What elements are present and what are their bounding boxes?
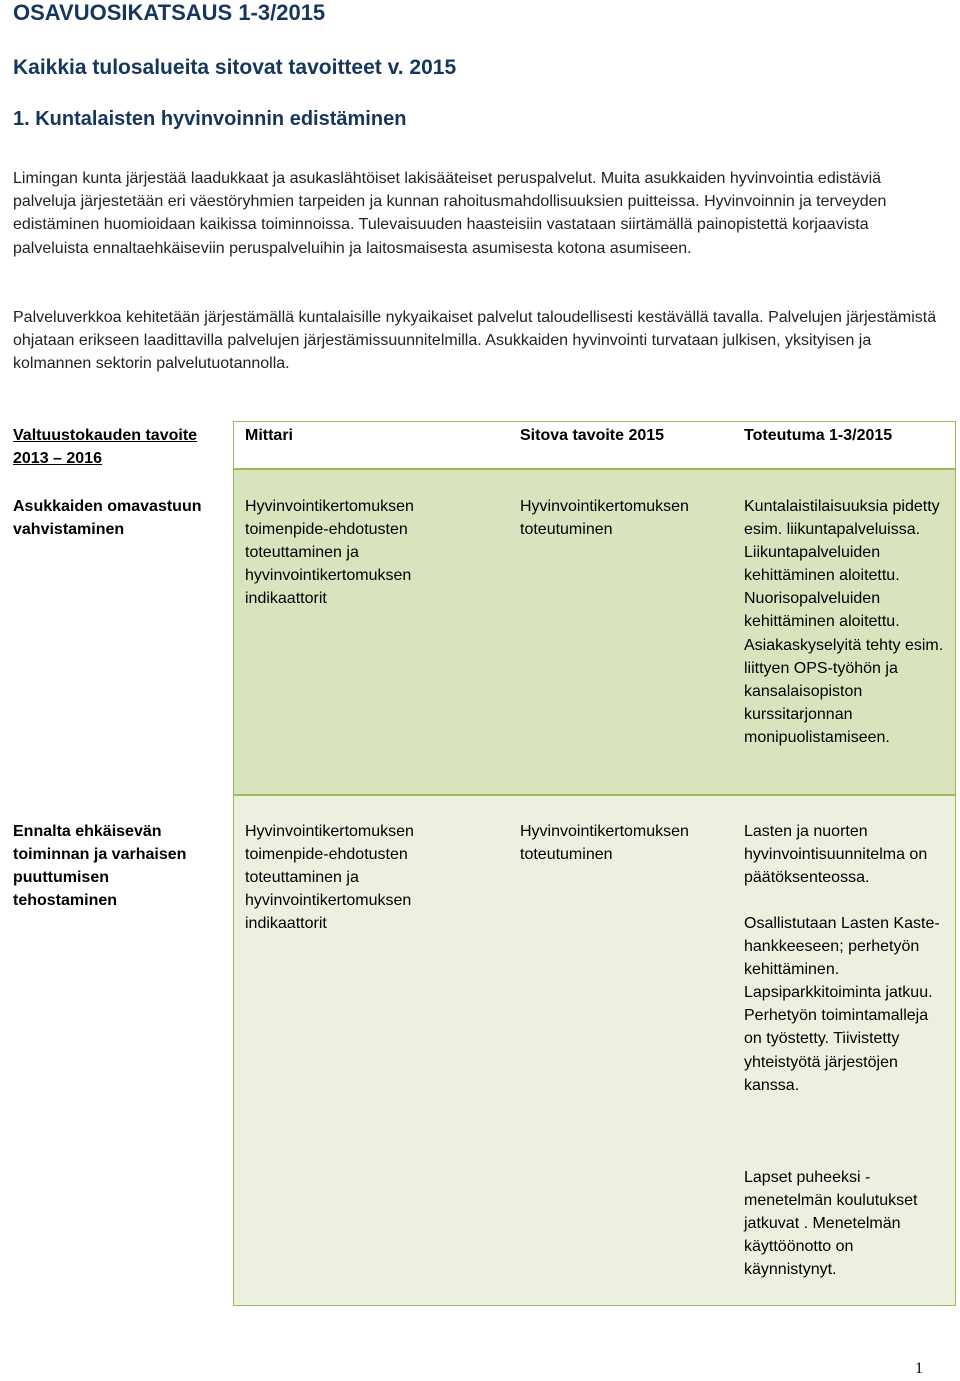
row1-mittari: Hyvinvointikertomuksen toimenpide-ehdotusten toteuttaminen ja hyvinvointikertomuksen indikaattorit: [245, 498, 414, 608]
header-goal-label: [13, 424, 228, 470]
row1-toteutuma: Kuntalaistilaisuuksia pidetty esim. liikuntapalveluissa. Liikuntapalveluiden kehittäminen aloitettu. Nuorisopalveluiden kehittäminen aloitettu. Asiakaskyselyitä tehty esim. liittyen OPS-työhön ja kansalaisopiston kurssitarjonnan monipuolistamiseen.: [744, 498, 944, 746]
row1-goal: Asukkaiden omavastuun vahvistaminen: [13, 498, 202, 538]
header-goal-line1: Valtuustokauden tavoite: [13, 427, 198, 444]
row2-mittari: Hyvinvointikertomuksen toimenpide-ehdotusten toteuttaminen ja hyvinvointikertomuksen indikaattorit: [245, 823, 414, 933]
header-goal-line2: 2013 – 2016: [13, 450, 102, 467]
document-subtitle: Kaikkia tulosalueita sitovat tavoitteet v. 2015: [13, 56, 457, 79]
document-title: OSAVUOSIKATSAUS 1-3/2015: [13, 0, 326, 25]
row2-toteutuma-2: Osallistutaan Lasten Kaste-hankkeeseen; perhetyön kehittäminen. Lapsiparkkitoiminta jatkuu. Perhetyön toimintamalleja on työstetty. Tiivistetty yhteistyötä järjestöjen kanssa.: [744, 915, 940, 1094]
row1-sitova: Hyvinvointikertomuksen toteutuminen: [520, 498, 689, 539]
section-heading: 1. Kuntalaisten hyvinvoinnin edistäminen: [13, 108, 407, 130]
row2-toteutuma-1: Lasten ja nuorten hyvinvointisuunnitelma on päätöksenteossa.: [744, 823, 928, 887]
header-mittari: Mittari: [245, 427, 293, 444]
header-sitova-tavoite: Sitova tavoite 2015: [520, 427, 665, 444]
intro-paragraph-1: Limingan kunta järjestää laadukkaat ja asukaslähtöiset lakisääteiset peruspalvelut. Muita asukkaiden hyvinvointia edistäviä palveluja järjestetään eri väestöryhmien tarpeiden ja kunnan rahoitusmahdollisuuksien puitteissa. Hyvinvoinnin ja terveyden edistäminen huomioidaan kaikissa toiminnoissa. Tulevaisuuden haasteisiin vastataan siirtämällä painopistettä korjaavista palveluista ennaltaehkäiseviin peruspalveluihin ja laitosmaisesta asumisesta kotona asumiseen.: [13, 170, 887, 257]
row2-sitova: Hyvinvointikertomuksen toteutuminen: [520, 823, 689, 864]
header-toteutuma: Toteutuma 1-3/2015: [744, 427, 893, 444]
row2-toteutuma-3: Lapset puheeksi -menetelmän koulutukset jatkuvat . Menetelmän käyttöönotto on käynnistynyt.: [744, 1169, 918, 1279]
page-number: 1: [915, 1360, 923, 1377]
row2-goal: Ennalta ehkäisevän toiminnan ja varhaisen puuttumisen tehostaminen: [13, 823, 187, 909]
intro-paragraph-2: Palveluverkkoa kehitetään järjestämällä kuntalaisille nykyaikaiset palvelut taloudellisesti kestävällä tavalla. Palvelujen järjestämistä ohjataan erikseen laadittavilla palvelujen järjestämissuunnitelmilla. Asukkaiden hyvinvointi turvataan julkisen, yksityisen ja kolmannen sektorin palvelutuotannolla.: [13, 309, 937, 373]
